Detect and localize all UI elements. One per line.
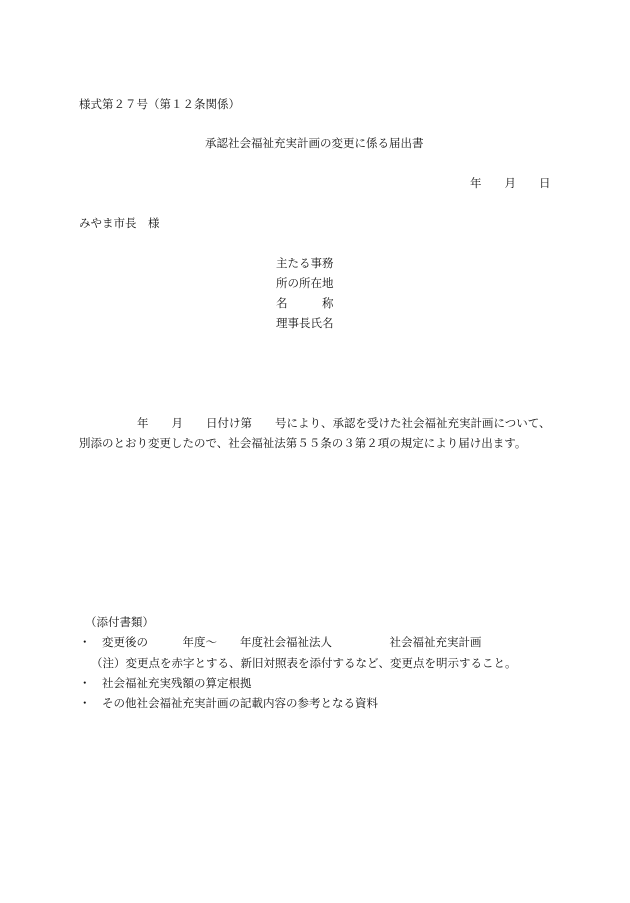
addressee: みやま市長 様 bbox=[79, 216, 160, 230]
applicant-address-label-2: 所の所在地 bbox=[276, 276, 334, 290]
applicant-address-label-1: 主たる事務 bbox=[276, 256, 334, 270]
attachment-note: （注）変更点を赤字とする、新旧対照表を添付するなど、変更点を明示すること。 bbox=[91, 656, 517, 670]
attachment-item: ・ 変更後の 年度～ 年度社会福祉法人 社会福祉充実計画 bbox=[79, 635, 482, 649]
applicant-name-label: 名 称 bbox=[276, 296, 334, 310]
applicant-chairman-label: 理事長氏名 bbox=[276, 316, 334, 330]
attachments-heading: （添付書類） bbox=[85, 615, 154, 629]
document-title: 承認社会福祉充実計画の変更に係る届出書 bbox=[205, 136, 424, 150]
body-line-1: 年 月 日付け第 号により、承認を受けた社会福祉充実計画について、 bbox=[137, 416, 551, 430]
attachment-item: ・ その他社会福祉充実計画の記載内容の参考となる資料 bbox=[79, 696, 378, 710]
date-line: 年 月 日 bbox=[470, 176, 551, 190]
body-line-2: 別添のとおり変更したので、社会福祉法第５５条の３第２項の規定により届け出ます。 bbox=[79, 436, 527, 450]
attachment-item: ・ 社会福祉充実残額の算定根拠 bbox=[79, 676, 252, 690]
form-number: 様式第２７号（第１２条関係） bbox=[79, 97, 240, 111]
